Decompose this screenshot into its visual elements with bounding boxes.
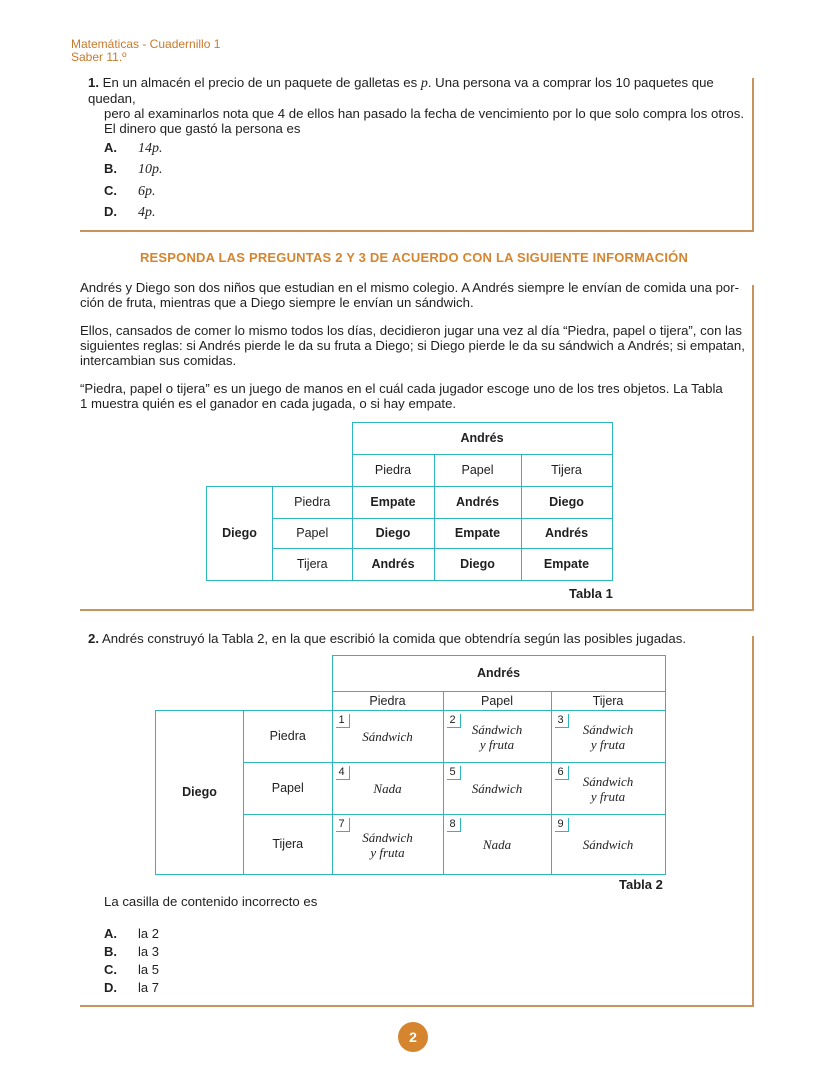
table-1-cell: Andrés [434,487,521,519]
section-title: RESPONDA LAS PREGUNTAS 2 Y 3 DE ACUERDO CON LA SIGUIENTE INFORMACIÓN [139,250,689,265]
table-2-cell-2 [443,711,551,763]
question-2-number: 2. [88,631,99,646]
table-1-col-player: Andrés [352,423,612,455]
table-2-row-header: Papel [244,763,333,815]
question-1-line3: El dinero que gastó la persona es [104,121,301,136]
table-2-col-player: Andrés [332,656,665,692]
blank-cell [244,656,333,692]
cell-number: 2 [447,714,461,728]
table-1-row-header: Papel [273,519,353,549]
header-subject: Matemáticas - Cuadernillo 1 [71,37,221,51]
question-2-text [88,631,686,646]
cell-number: 8 [447,818,461,832]
table-2-row-header: Tijera [244,815,333,875]
info-paragraph-3 [80,381,746,411]
question-2-stem: Andrés construyó la Tabla 2, en la que escribió la comida que obtendría según las posibles jugadas. [101,631,686,646]
table-2-cell-8 [443,815,551,875]
option-text: 4p. [138,205,156,220]
cell-number: 9 [555,818,569,832]
cell-text-2: y fruta [370,844,405,860]
cell-number: 4 [336,766,350,780]
page-number: 2 [398,1022,428,1052]
cell-number: 5 [447,766,461,780]
cell-number: 6 [555,766,569,780]
info-p2-line1: Ellos, cansados de comer lo mismo todos los días, decidieron jugar una vez al día “Piedra, papel o tijera”, con las [80,323,742,338]
option-text: la 3 [138,944,159,959]
option-text: la 2 [138,926,159,941]
table-1-row-header: Piedra [273,487,353,519]
option-letter: D. [104,204,117,219]
table-2-col-header: Piedra [332,692,443,711]
question-1-number: 1. [88,75,99,90]
blank-cell [244,692,333,711]
blank-cell [156,692,244,711]
table-1-caption: Tabla 1 [569,586,613,601]
table-1-col-header: Piedra [352,455,434,487]
table-2 [155,655,666,875]
table-1-cell: Empate [352,487,434,519]
cell-text: Sándwich [471,781,523,796]
table-2-cell-1 [332,711,443,763]
table-2-row-player: Diego [156,711,244,875]
blank-cell [156,656,244,692]
cell-text: Sándwich [582,837,634,852]
cell-text: Nada [373,781,402,796]
option-letter: B. [104,944,117,959]
info-p2-line3: intercambian sus comidas. [80,353,237,368]
table-2-caption: Tabla 2 [619,877,663,892]
option-letter: A. [104,926,117,941]
blank-cell [207,423,273,455]
option-letter: C. [104,183,117,198]
q2-option-b[interactable] [104,944,159,959]
table-2-cell-9 [551,815,665,875]
info-p1-line1: Andrés y Diego son dos niños que estudian en el mismo colegio. A Andrés siempre le envían de comida una por- [80,280,740,295]
blank-cell [273,455,353,487]
table-2-cell-6 [551,763,665,815]
cell-text: Sándwich [362,829,413,845]
question-1-line2: pero al examinarlos nota que 4 de ellos han pasado la fecha de vencimiento por lo que solo compra los otros. [104,106,744,121]
table-1-col-header: Papel [434,455,521,487]
option-text: 6p. [138,184,156,199]
table-2-cell-4 [332,763,443,815]
cell-text-2: y fruta [590,736,626,752]
option-letter: B. [104,161,117,176]
table-2-cell-7 [332,815,443,875]
cell-text: Nada [482,837,512,852]
table-2-cell-3 [551,711,665,763]
header-level: Saber 11.º [71,50,127,64]
info-paragraph-2 [80,323,746,368]
question-1-text [88,75,748,136]
info-paragraph-1 [80,280,746,310]
table-1 [206,422,613,581]
q1-option-a[interactable] [104,140,163,156]
table-1-row-header: Tijera [273,549,353,581]
table-2-row-header: Piedra [244,711,333,763]
cell-number: 1 [336,714,350,728]
blank-cell [273,423,353,455]
q2-option-a[interactable] [104,926,159,941]
info-p2-line2: siguientes reglas: si Andrés pierde le da su fruta a Diego; si Diego pierde le da su sándwich a Andrés; si empatan, [80,338,745,353]
info-p3-line2: 1 muestra quién es el ganador en cada jugada, o si hay empate. [80,396,457,411]
option-letter: C. [104,962,117,977]
table-1-col-header: Tijera [521,455,612,487]
option-letter: D. [104,980,117,995]
q2-option-c[interactable] [104,962,159,977]
table-1-cell: Empate [434,519,521,549]
option-text: la 7 [138,980,159,995]
table-1-cell: Diego [434,549,521,581]
q2-option-d[interactable] [104,980,159,995]
option-letter: A. [104,140,117,155]
cell-text: Sándwich [471,721,523,737]
table-1-cell: Empate [521,549,612,581]
question-2-prompt: La casilla de contenido incorrecto es [104,894,318,909]
cell-text: Sándwich [582,721,634,737]
cell-text: Sándwich [582,773,634,789]
table-1-cell: Andrés [521,519,612,549]
cell-text-2: y fruta [590,788,626,804]
option-text: 14p. [138,141,163,156]
table-1-cell: Andrés [352,549,434,581]
table-2-col-header: Papel [443,692,551,711]
table-2-cell-5 [443,763,551,815]
table-1-row-player: Diego [207,487,273,581]
table-1-cell: Diego [521,487,612,519]
question-1-line1: En un almacén el precio de un paquete de galletas es p. Una persona va a comprar los 10 paquetes que quedan, [88,75,714,106]
q1-option-d[interactable] [104,204,156,220]
table-2-col-header: Tijera [551,692,665,711]
cell-text: Sándwich [362,729,413,744]
cell-number: 7 [336,818,350,832]
cell-number: 3 [555,714,569,728]
q1-option-c[interactable] [104,183,156,199]
q1-option-b[interactable] [104,161,163,177]
blank-cell [207,455,273,487]
cell-text-2: y fruta [479,736,515,752]
info-p3-line1: “Piedra, papel o tijera” es un juego de manos en el cuál cada jugador escoge uno de los tres objetos. La Tabla [80,381,723,396]
option-text: la 5 [138,962,159,977]
info-p1-line2: ción de fruta, mientras que a Diego siempre le envían un sándwich. [80,295,474,310]
table-1-cell: Diego [352,519,434,549]
option-text: 10p. [138,162,163,177]
page-header [71,38,220,64]
